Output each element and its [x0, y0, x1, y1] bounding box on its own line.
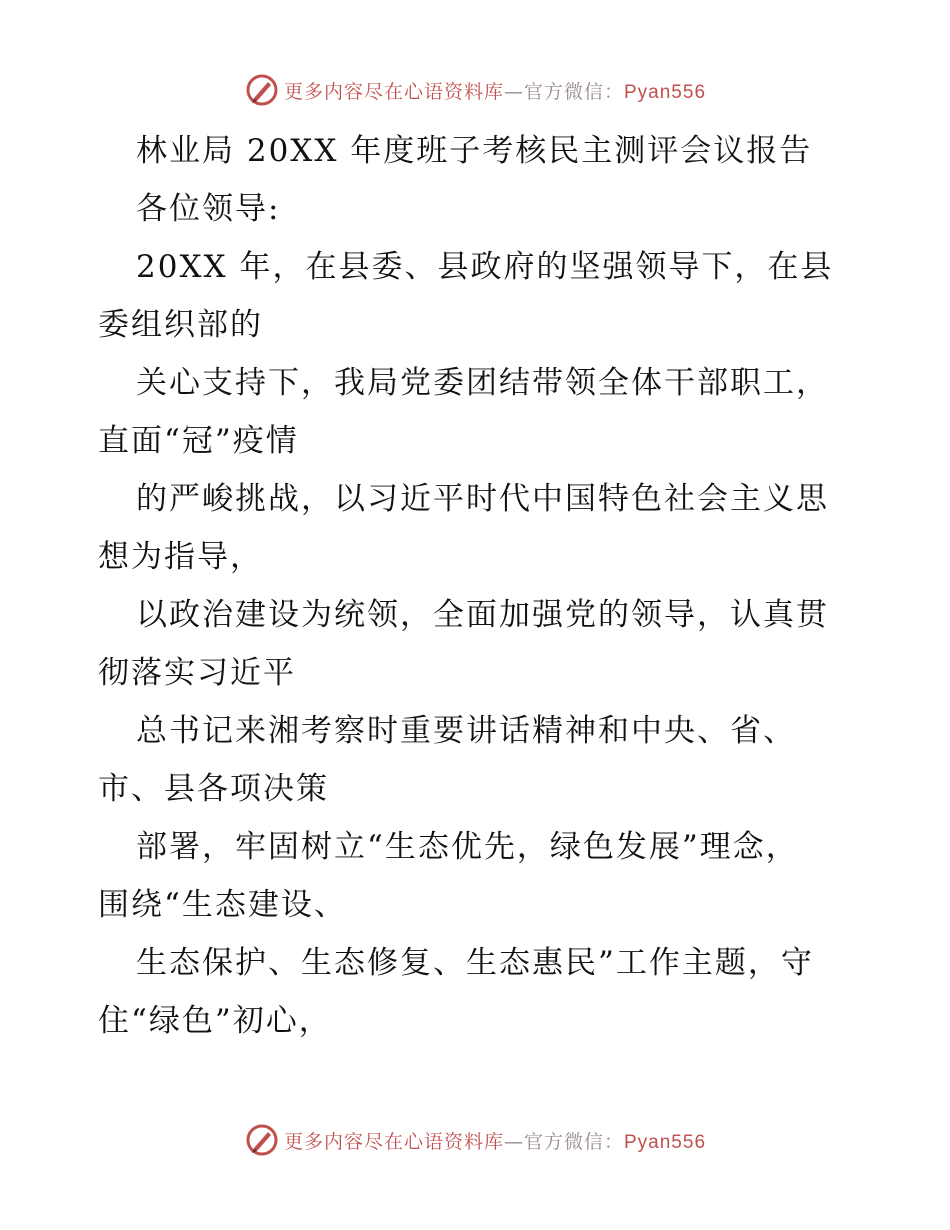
body-line: 生态保护、生态修复、生态惠民”工作主题，守 [136, 945, 814, 981]
body-line: 以政治建设为统领，全面加强党的领导，认真贯 [136, 597, 829, 633]
body-line: 住“绿色”初心， [98, 1003, 332, 1039]
body-line: 20XX 年，在县委、县政府的坚强领导下，在县 [136, 249, 834, 285]
pen-logo-icon [244, 72, 280, 108]
body-line: 彻落实习近平 [98, 655, 296, 691]
footer-watermark [0, 1120, 950, 1160]
body-line: 想为指导， [98, 539, 263, 575]
body-line: 委组织部的 [98, 307, 263, 343]
body-line: 部署，牢固树立“生态优先，绿色发展”理念， [136, 829, 799, 865]
body-line: 围绕“生态建设、 [98, 887, 347, 923]
watermark-text: 更多内容尽在心语资料库—官方微信：Pyan556 [283, 80, 707, 103]
watermark-text: 更多内容尽在心语资料库—官方微信：Pyan556 [283, 1130, 707, 1153]
body-line: 总书记来湘考察时重要讲话精神和中央、省、 [136, 713, 796, 749]
salutation: 各位领导: [136, 191, 281, 227]
pen-logo-icon [244, 1122, 280, 1158]
body-line: 关心支持下，我局党委团结带领全体干部职工， [136, 365, 829, 401]
header-watermark [0, 70, 950, 110]
document-body [98, 122, 858, 1050]
body-line: 的严峻挑战，以习近平时代中国特色社会主义思 [136, 481, 829, 517]
body-line: 市、县各项决策 [98, 771, 329, 807]
document-title: 林业局 20XX 年度班子考核民主测评会议报告 [136, 133, 813, 169]
body-line: 直面“冠”疫情 [98, 423, 299, 459]
